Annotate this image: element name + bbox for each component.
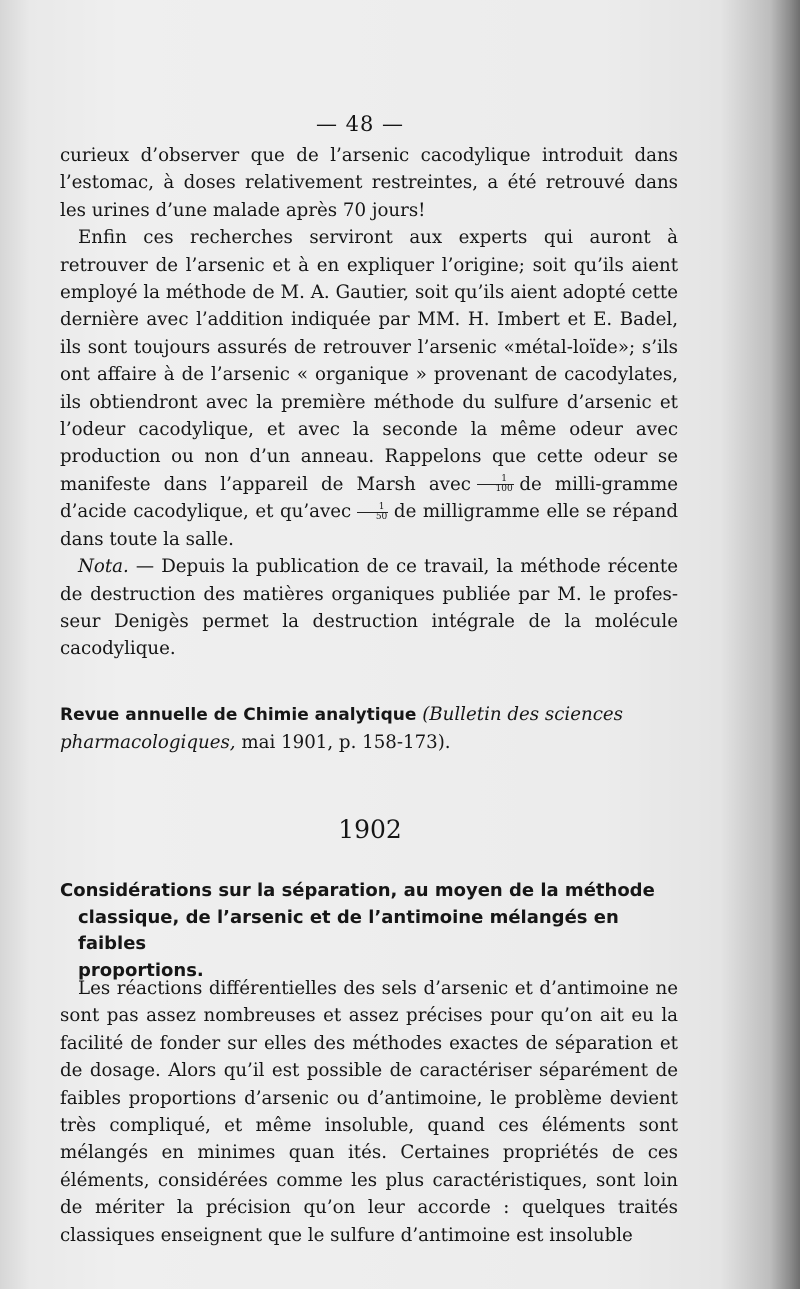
- section-title-line-2: classique, de l’arsenic et de l’antimoine mélangés en faibles: [78, 906, 619, 954]
- fraction-one-fiftieth: [357, 503, 388, 522]
- review-source: (Bulletin des sciences pharmacologiques,: [60, 704, 623, 753]
- fraction-numerator: 1: [477, 475, 514, 485]
- fraction-denominator: 100: [495, 484, 513, 495]
- bibliographic-reference: [60, 701, 700, 757]
- body-text-top: [60, 142, 678, 663]
- paragraph-experts-text-b: de milli-gramme d’acide cacodylique, et qu’avec: [60, 473, 678, 523]
- review-title: Revue annuelle de Chimie analytique: [60, 705, 417, 725]
- body-text-bottom: [60, 975, 678, 1249]
- section-title-line-1: Considérations sur la séparation, au moyen de la méthode: [60, 880, 655, 901]
- nota-label: Nota.: [78, 556, 129, 578]
- paragraph-nota: [60, 553, 678, 663]
- paragraph-continued: curieux d’observer que de l’arsenic cacodylique introduit dans l’estomac, à doses relativement restreintes, a été retrouvé dans les urines d’une malade après 70 jours!: [60, 145, 678, 221]
- paragraph-reactions: Les réactions différentielles des sels d’arsenic et d’antimoine ne sont pas assez nombreuses et assez précises pour qu’on ait eu la facilité de fonder sur elles des méthodes exactes de séparation et de dosage. Alors qu’il est possible de caractériser séparément de faibles proportions d’arsenic ou d’antimoine, le problème devient très compliqué, et même insoluble, quand ces éléments sont mélangés en minimes quan ités. Certaines propriétés de ces éléments, considérées comme les plus caractéristiques, sont loin de mériter la précision qu’on leur accorde : quelques traités classiques enseignent que le sulfure d’antimoine est insoluble: [60, 978, 678, 1246]
- section-title-line-3: proportions.: [78, 959, 204, 981]
- section-title: [60, 878, 680, 984]
- page-number: — 48 —: [315, 112, 405, 136]
- paragraph-experts-text-c: de milligramme elle se répand dans toute la salle.: [60, 501, 678, 550]
- fraction-denominator: 50: [375, 511, 388, 522]
- nota-text: — Depuis la publication de ce travail, la méthode récente de destruction des matières organiques publiée par M. le profes-seur Denigès permet la destruction intégrale de la molécule cacodylique.: [60, 556, 678, 660]
- review-details: mai 1901, p. 158-173).: [241, 732, 451, 753]
- fraction-numerator: 1: [357, 503, 388, 513]
- fraction-one-hundredth: [477, 475, 514, 494]
- paragraph-experts-text-a: Enfin ces recherches serviront aux experts qui auront à retrouver de l’arsenic et à en expliquer l’origine; soit qu’ils aient employé la méthode de M. A. Gautier, soit qu’ils aient adopté cette dernière avec l’addition indiquée par MM. H. Imbert et E. Badel, ils sont toujours assurés de retrouver l’arsenic «métal-loïde»; s’ils ont affaire à de l’arsenic « organique » provenant de cacodylates, ils obtiendront avec la première méthode du sulfure d’arsenic et l’odeur cacodylique, et avec la seconde la même odeur avec production ou non d’un anneau. Rappelons que cette odeur se manifeste dans l’appareil de Marsh avec: [60, 227, 678, 495]
- year-heading: 1902: [338, 815, 402, 844]
- paragraph-experts: [60, 224, 678, 553]
